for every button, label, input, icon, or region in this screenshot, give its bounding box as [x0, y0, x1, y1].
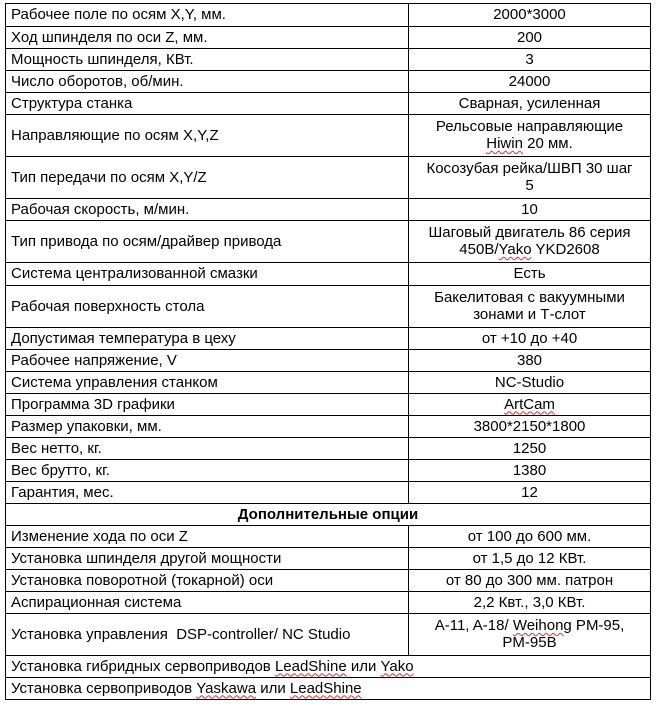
value-line: Косозубая рейка/ШВП 30 шаг — [426, 160, 633, 177]
row-label: Направляющие по осям X,Y,Z — [6, 115, 409, 157]
table-row — [6, 548, 651, 570]
value-line: Шаговый двигатель 86 серия — [428, 224, 631, 241]
table-row — [6, 394, 651, 416]
section-heading-row — [6, 504, 651, 526]
row-label: Тип передачи по осям X,Y/Z — [6, 157, 409, 199]
table-row — [6, 350, 651, 372]
table-row — [6, 526, 651, 548]
value-line: Weihong — [512, 617, 572, 634]
table-row — [6, 263, 651, 286]
row-label: Размер упаковки, мм. — [6, 416, 409, 438]
full-width-option — [6, 656, 651, 678]
row-value — [409, 286, 651, 328]
table-row — [6, 199, 651, 221]
option-text: LeadShine — [289, 679, 362, 697]
table-row — [6, 372, 651, 394]
row-value — [409, 394, 651, 416]
row-value — [409, 614, 651, 656]
row-label: Рабочая поверхность стола — [6, 286, 409, 328]
value-line: A-11, A-18/ — [434, 617, 513, 634]
row-label: Гарантия, мес. — [6, 482, 409, 504]
row-value: от 100 до 600 мм. — [409, 526, 651, 548]
full-width-option — [6, 678, 651, 700]
option-text: Установка сервоприводов — [11, 679, 197, 697]
table-row — [6, 570, 651, 592]
option-text: Yako — [380, 657, 414, 675]
row-value: Сварная, усиленная — [409, 93, 651, 115]
value-line: 20 мм. — [522, 135, 573, 152]
table-row — [6, 328, 651, 350]
table-row — [6, 157, 651, 199]
value-line: Yako — [498, 241, 532, 258]
table-row — [6, 592, 651, 614]
row-label: Структура станка — [6, 93, 409, 115]
row-label: Мощность шпинделя, КВт. — [6, 49, 409, 71]
option-text: Установка гибридных сервоприводов — [11, 657, 275, 675]
option-text: LeadShine — [274, 657, 347, 675]
row-label: Тип привода по осям/драйвер привода — [6, 221, 409, 263]
table-row — [6, 460, 651, 482]
row-value: 1250 — [409, 438, 651, 460]
row-value: от 1,5 до 12 КВт. — [409, 548, 651, 570]
table-row — [6, 71, 651, 93]
options-heading: Дополнительные опции — [6, 504, 651, 526]
row-label: Вес брутто, кг. — [6, 460, 409, 482]
table-row — [6, 115, 651, 157]
row-value: от +10 до +40 — [409, 328, 651, 350]
row-label: Рабочее напряжение, V — [6, 350, 409, 372]
value-line: 450В/ — [459, 241, 499, 258]
value-line: 5 — [525, 177, 534, 194]
row-label: Установка шпинделя другой мощности — [6, 548, 409, 570]
option-text: Yaskawa — [196, 679, 257, 697]
row-label: Рабочая скорость, м/мин. — [6, 199, 409, 221]
value-line: Рельсовые направляющие — [435, 118, 624, 135]
table-row — [6, 438, 651, 460]
row-value: 1380 — [409, 460, 651, 482]
option-text: или — [256, 679, 290, 697]
row-value: 10 — [409, 199, 651, 221]
value-line: PM-95B — [502, 634, 557, 651]
row-label: Аспирационная система — [6, 592, 409, 614]
row-value: 380 — [409, 350, 651, 372]
row-label: Изменение хода по оси Z — [6, 526, 409, 548]
row-value: 24000 — [409, 71, 651, 93]
row-label: Установка поворотной (токарной) оси — [6, 570, 409, 592]
table-row — [6, 614, 651, 656]
row-value — [409, 115, 651, 157]
row-label: Рабочее поле по осям X,Y, мм. — [6, 4, 409, 27]
row-label: Число оборотов, об/мин. — [6, 71, 409, 93]
row-value: 12 — [409, 482, 651, 504]
row-value: от 80 до 300 мм. патрон — [409, 570, 651, 592]
table-row — [6, 482, 651, 504]
value-line: Hiwin — [486, 135, 523, 152]
row-value: NC-Studio — [409, 372, 651, 394]
row-label: Допустимая температура в цеху — [6, 328, 409, 350]
table-row — [6, 27, 651, 49]
table-row — [6, 221, 651, 263]
table-row — [6, 678, 651, 700]
row-value — [409, 221, 651, 263]
row-label: Ход шпинделя по оси Z, мм. — [6, 27, 409, 49]
row-value: 2000*3000 — [409, 4, 651, 27]
specifications-table — [5, 3, 651, 700]
table-row — [6, 4, 651, 27]
value-line: Бакелитовая с вакуумными — [434, 289, 625, 306]
row-value: Есть — [409, 263, 651, 286]
row-label: Установка управления DSP-controller/ NC Studio — [6, 614, 409, 656]
row-value — [409, 157, 651, 199]
value-text: ArtCam — [504, 395, 555, 413]
row-value: 3 — [409, 49, 651, 71]
option-text: или — [346, 657, 381, 675]
table-row — [6, 656, 651, 678]
value-line: PM-95, — [571, 617, 625, 634]
row-value: 200 — [409, 27, 651, 49]
row-value: 2,2 Квт., 3,0 КВт. — [409, 592, 651, 614]
table-row — [6, 286, 651, 328]
table-row — [6, 416, 651, 438]
value-line: зонами и Т-слот — [473, 306, 586, 323]
row-value: 3800*2150*1800 — [409, 416, 651, 438]
row-label: Система централизованной смазки — [6, 263, 409, 286]
row-label: Система управления станком — [6, 372, 409, 394]
table-row — [6, 49, 651, 71]
row-label: Вес нетто, кг. — [6, 438, 409, 460]
value-line: YKD2608 — [531, 241, 600, 258]
row-label: Программа 3D графики — [6, 394, 409, 416]
table-row — [6, 93, 651, 115]
